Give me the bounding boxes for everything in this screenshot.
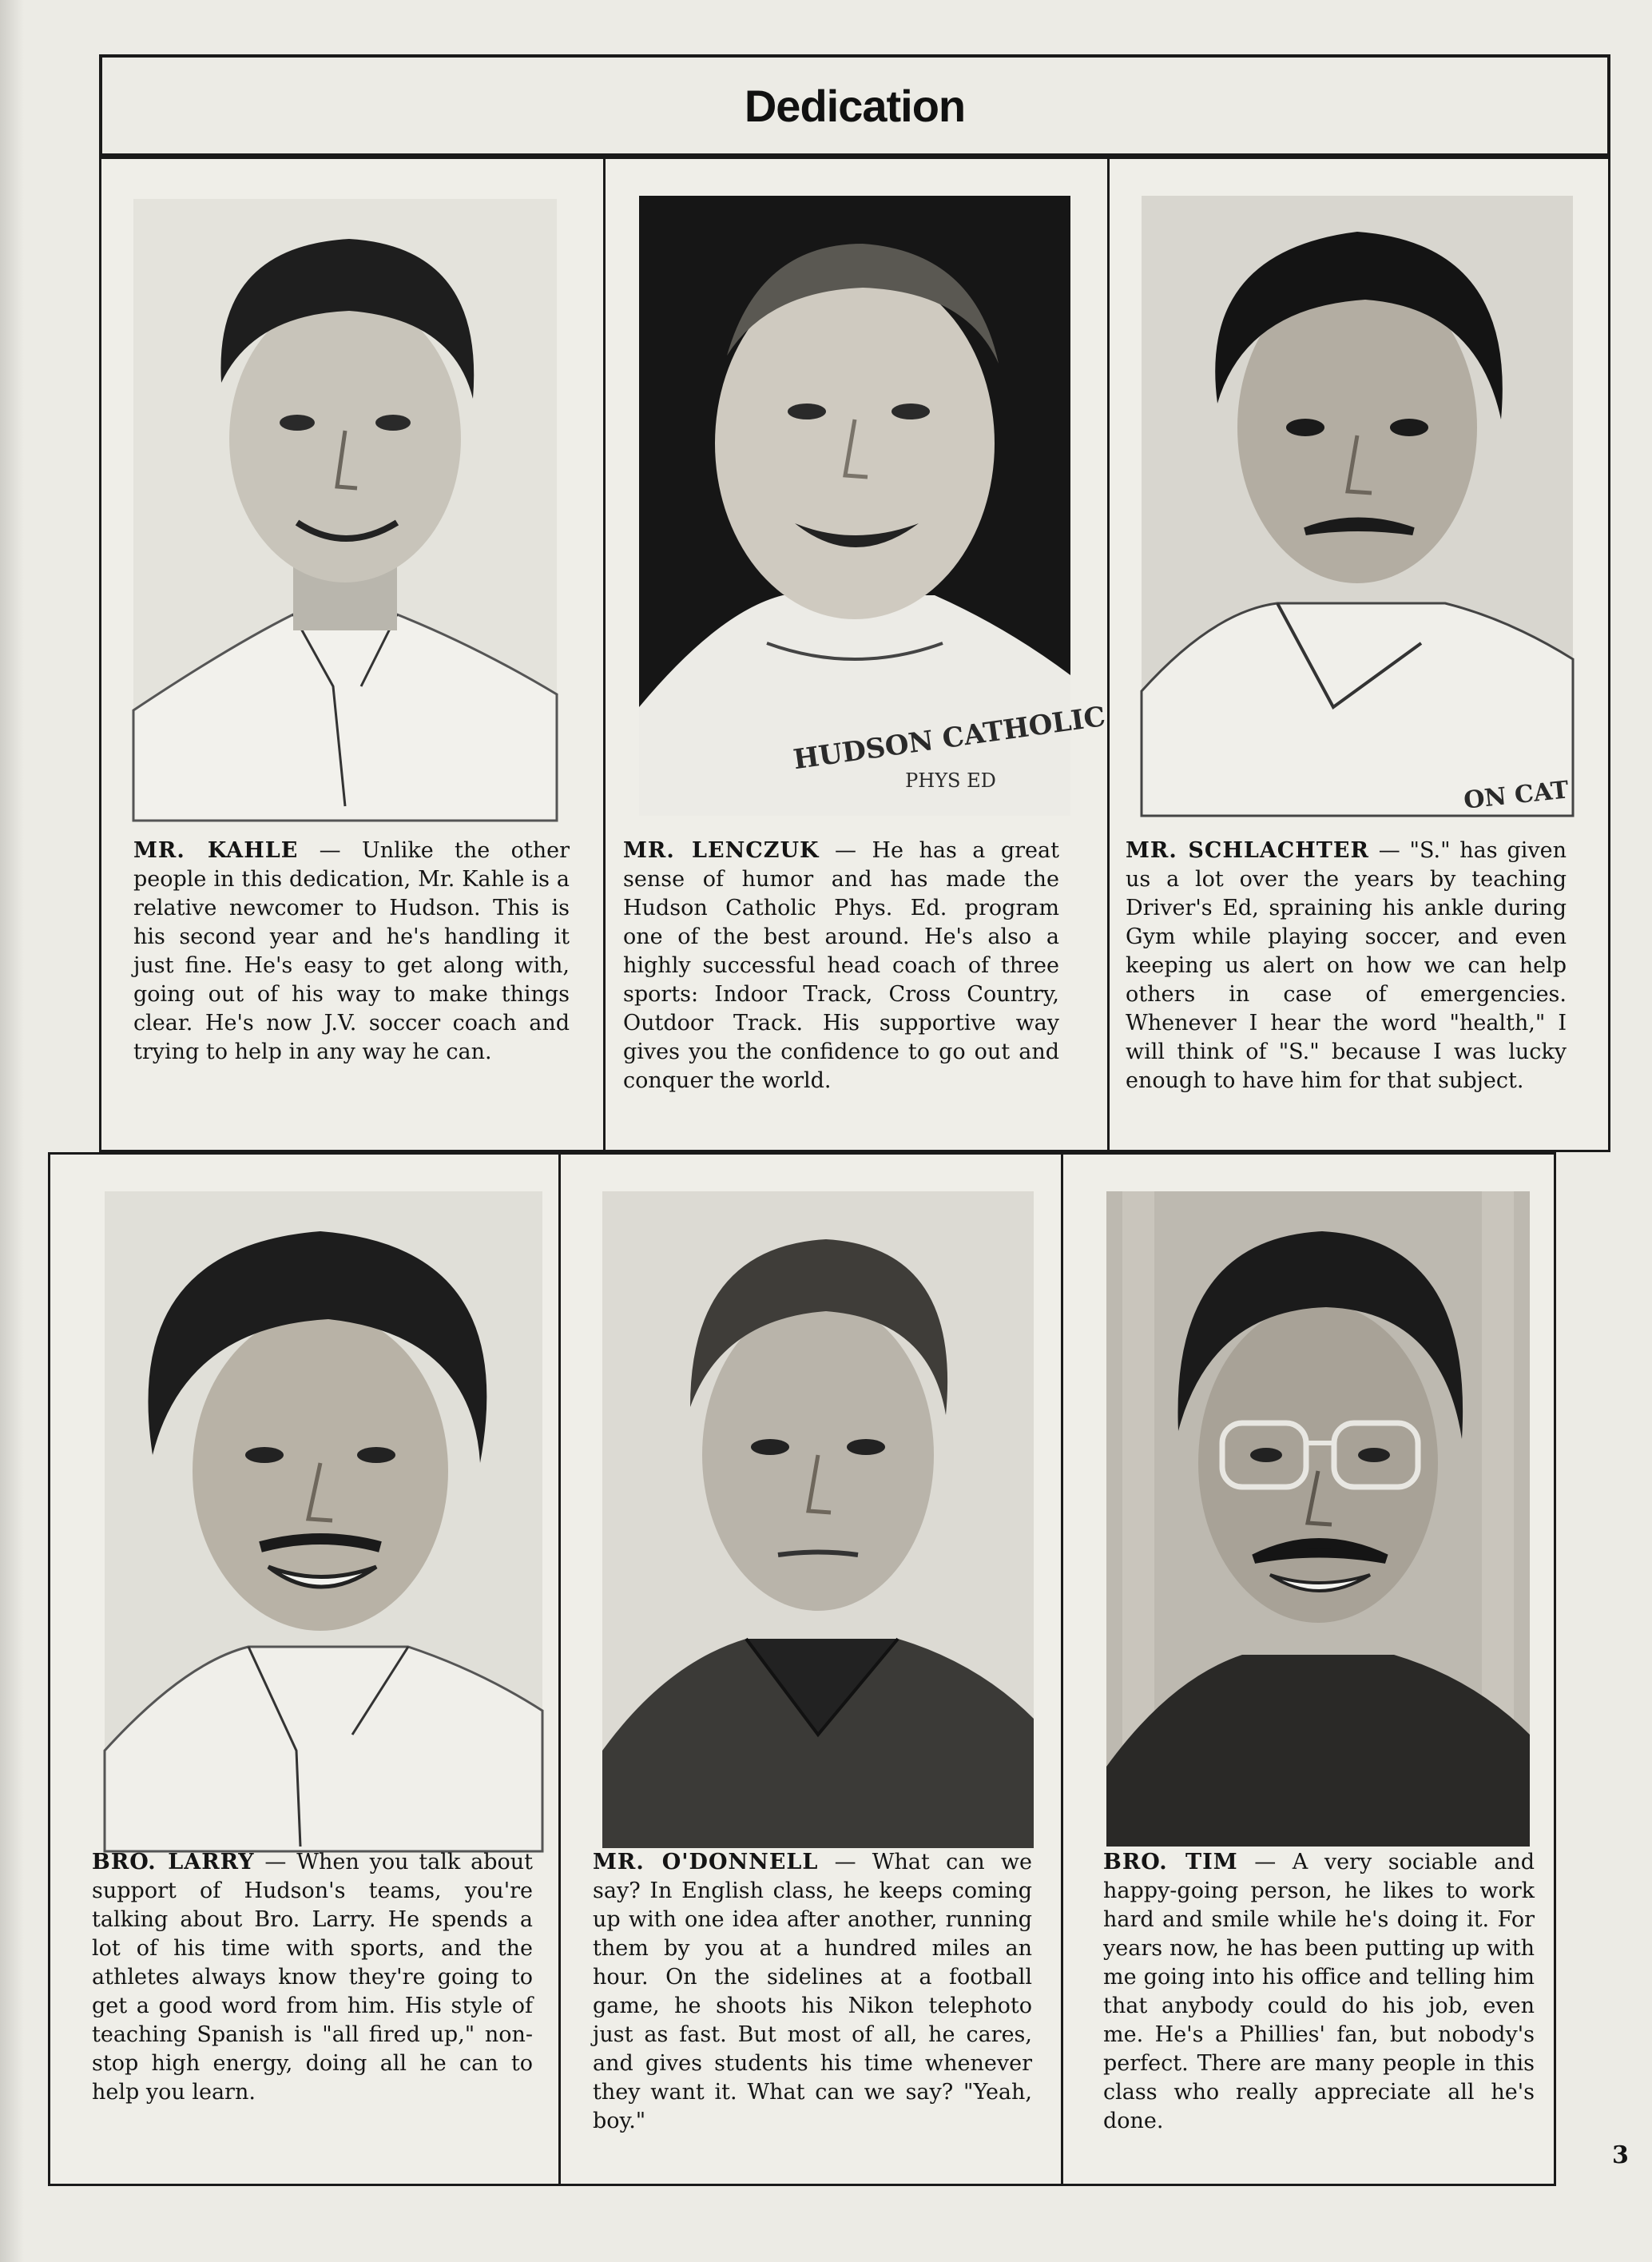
description-kahle: — Unlike the other people in this dedication, Mr. Kahle is a relative newcomer to Hudson. This is his second year and he's handling it just fine. He's easy to get along with, going out of his way to make things clear. He's now J.V. soccer coach and trying to help in any way he can. <box>133 838 570 1064</box>
dedication-panel-larry <box>48 1152 561 2186</box>
name-tim: BRO. TIM <box>1103 1850 1238 1874</box>
shirt-print-lenczuk-2: PHYS ED <box>905 769 996 792</box>
description-odonnell: — What can we say? In English class, he keeps coming up with one idea after another, running them by you at a hundred miles an hour. On the sidelines at a football game, he shoots his Nikon telephoto just as fast. But most of all, he cares, and gives students his time whenever they want it. What can we say? "Yeah, boy." <box>593 1850 1032 2133</box>
dedication-panel-tim <box>1061 1152 1556 2186</box>
portrait-photo-tim <box>1106 1191 1530 1847</box>
description-tim: — A very sociable and happy-going person, he likes to work hard and smile while he's doing it. For years now, he has been putting up with me going into his office and telling him that anybody could do his job, even me. He's a Phillies' fan, but nobody's perfect. There are many people in this class who really appreciate all he's done. <box>1103 1850 1535 2133</box>
caption-schlachter <box>1126 837 1567 1095</box>
portrait-photo-lenczuk <box>639 196 1108 816</box>
caption-kahle <box>133 837 570 1067</box>
description-schlachter: — "S." has given us a lot over the years by teaching Driver's Ed, spraining his ankle during Gym while playing soccer, and even keeping us alert on how we can help others in case of emergencies. Whenever I hear the word "health," I will think of "S." because I was lucky enough to have him for that subject. <box>1126 838 1567 1093</box>
portrait-photo-odonnell <box>602 1191 1034 1848</box>
name-larry: BRO. LARRY <box>92 1850 255 1874</box>
description-larry: — When you talk about support of Hudson's teams, you're talking about Bro. Larry. He spends a lot of his time with sports, and the athletes always know they're going to get a good word from him. His style of teaching Spanish is "all fired up," non-stop high energy, doing all he can to help you learn. <box>92 1850 533 2105</box>
title-banner <box>99 54 1610 157</box>
portrait-photo-schlachter <box>1142 196 1573 816</box>
portrait-photo-larry <box>105 1191 542 1851</box>
name-lenczuk: MR. LENCZUK <box>623 838 820 863</box>
name-kahle: MR. KAHLE <box>133 838 299 863</box>
dedication-panel-schlachter <box>1107 157 1610 1152</box>
dedication-panel-lenczuk <box>603 157 1110 1152</box>
page-number: 3 <box>1612 2141 1629 2169</box>
caption-lenczuk <box>623 837 1059 1095</box>
page-binding-shadow <box>0 0 24 2262</box>
caption-larry <box>92 1848 533 2107</box>
shirt-print-schlachter: ON CAT <box>1462 776 1571 815</box>
portrait-photo-kahle <box>133 199 557 821</box>
name-odonnell: MR. O'DONNELL <box>593 1850 819 1874</box>
caption-tim <box>1103 1848 1535 2136</box>
dedication-panel-odonnell <box>558 1152 1063 2186</box>
dedication-panel-kahle <box>99 157 606 1152</box>
name-schlachter: MR. SCHLACHTER <box>1126 838 1369 863</box>
description-lenczuk: — He has a great sense of humor and has made the Hudson Catholic Phys. Ed. program one of the best around. He's also a highly successful head coach of three sports: Indoor Track, Cross Country, Outdoor Track. His supportive way gives you the confidence to go out and conquer the world. <box>623 838 1059 1093</box>
caption-odonnell <box>593 1848 1032 2136</box>
shirt-print-lenczuk: HUDSON CATHOLIC <box>791 700 1108 777</box>
page-title: Dedication <box>744 80 966 131</box>
